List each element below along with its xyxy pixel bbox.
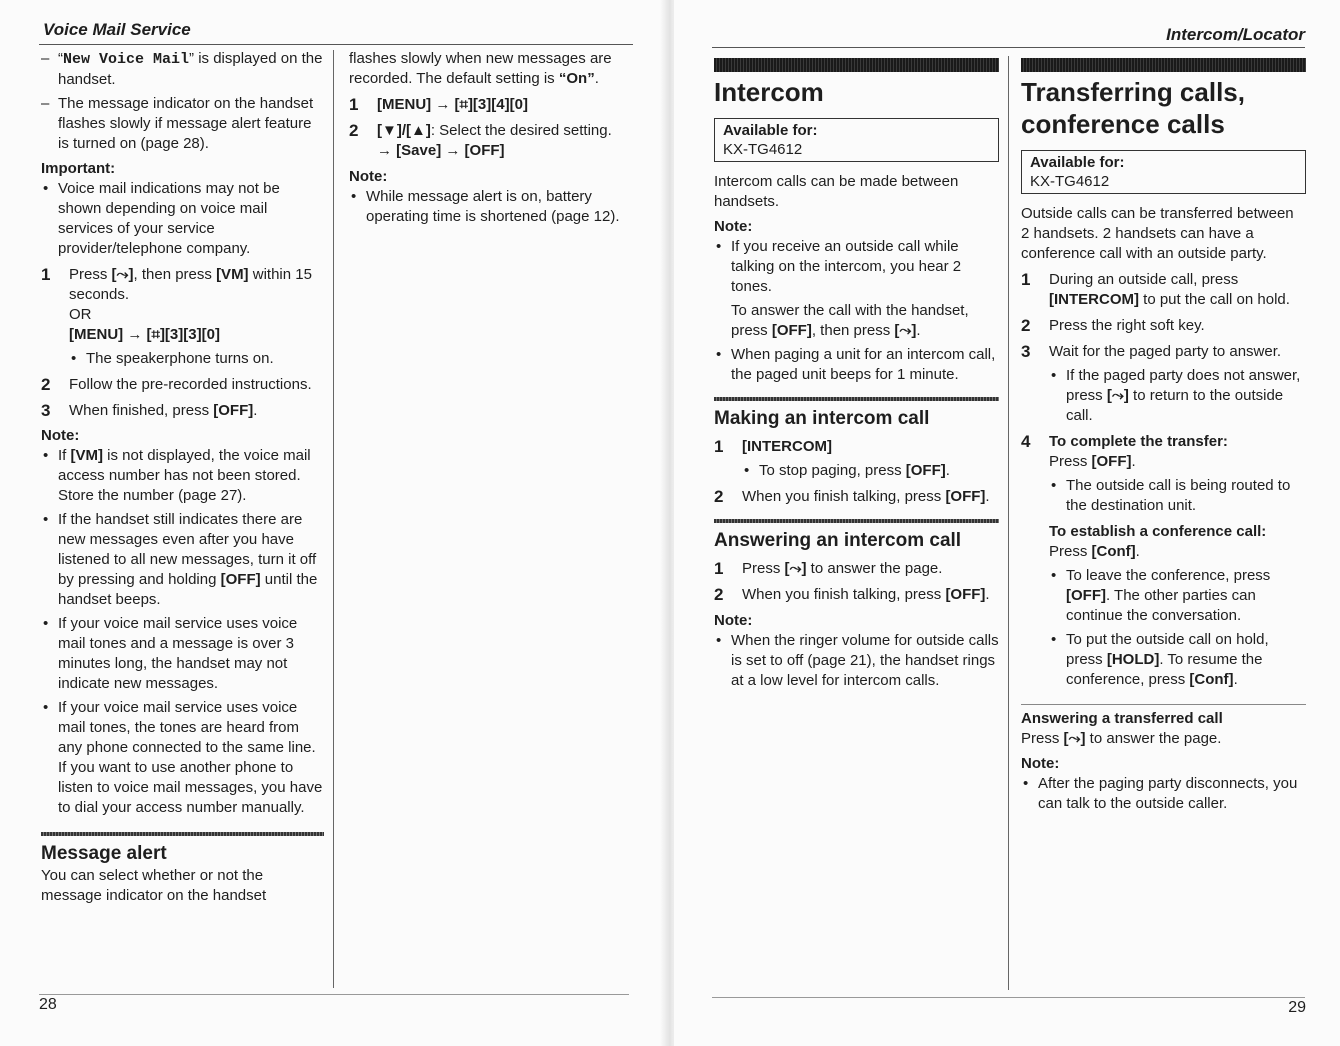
- step-2: 2 Press the right soft key.: [1021, 316, 1205, 335]
- section-title-making-call: Making an intercom call: [714, 408, 930, 429]
- left-column-2: [349, 49, 633, 227]
- step-2: 2 [▼]/[▲]: Select the desired setting. → [Save] → [OFF]: [349, 121, 612, 159]
- availability-box: Available for: KX-TG4612: [714, 118, 999, 162]
- right-column-1: [714, 58, 999, 691]
- column-divider: [333, 50, 334, 988]
- list-item: • After the paging party disconnects, you can talk to the outside caller.: [1021, 774, 1306, 814]
- section-title-answering-call: Answering an intercom call: [714, 530, 962, 551]
- step-2: 2 When you finish talking, press [OFF].: [714, 487, 990, 506]
- important-label: Important:: [41, 160, 116, 177]
- footer-rule: [712, 997, 1305, 998]
- step-1: 1 [MENU] → [⌗][3][4][0]: [349, 95, 528, 114]
- list-item: • If the handset still indicates there are new messages even after you have listened to all new messages, turn it off by pressing and holding [OFF] until the handset beeps.: [41, 510, 324, 610]
- right-page: [674, 0, 1340, 1046]
- list-item: • If your voice mail service uses voice mail tones and a message is over 3 minutes long, the handset may not indicate new messages.: [41, 614, 324, 694]
- step-1: 1 [INTERCOM] • To stop paging, press [OFF].: [714, 437, 999, 481]
- header-rule: [712, 47, 1305, 48]
- list-item: – “New Voice Mail” is displayed on the handset.: [41, 49, 324, 90]
- section-header: Voice Mail Service: [43, 20, 191, 39]
- column-divider: [1008, 56, 1009, 990]
- list-item: • If your voice mail service uses voice mail tones, the tones are heard from any phone connected to the same line. If you want to use another phone to listen to voice mail messages, you have to dial your access number manually.: [41, 698, 324, 818]
- step-4: 4 To complete the transfer: Press [OFF]. • The outside call is being routed to the destination unit. To establish a conference call: Press [Conf]. • To leave the conference, press [OFF]. The other parties can continue the conversation. • To put the outside call on hold, press [HOLD]. To resume the conference, press [Conf].: [1021, 432, 1306, 690]
- step-1: 1 Press [⤳], then press [VM] within 15 seconds. OR [MENU] → [⌗][3][3][0] • The speakerphone turns on.: [41, 265, 324, 369]
- list-item: • If you receive an outside call while talking on the intercom, you hear 2 tones.: [714, 237, 999, 297]
- section-title-transferring: Transferring calls, conference calls: [1021, 77, 1245, 139]
- section-title-message-alert: Message alert: [41, 843, 167, 864]
- note-label: Note:: [349, 168, 388, 185]
- paragraph: Outside calls can be transferred between 2 handsets. 2 handsets can have a conference call with an outside party.: [1021, 205, 1294, 262]
- paragraph: flashes slowly when new messages are recorded. The default setting is “On”.: [349, 50, 612, 87]
- right-column-2: [1021, 58, 1306, 814]
- header-rule: [39, 44, 633, 45]
- section-header: Intercom/Locator: [1166, 25, 1305, 44]
- section-divider: [41, 832, 324, 836]
- section-divider: [1021, 704, 1306, 705]
- step-2: 2 When you finish talking, press [OFF].: [714, 585, 990, 604]
- section-title-intercom: Intercom: [714, 77, 824, 107]
- availability-box: Available for: KX-TG4612: [1021, 150, 1306, 194]
- page-number: 29: [1288, 999, 1306, 1016]
- list-item: • When paging a unit for an intercom call, the paged unit beeps for 1 minute.: [714, 345, 999, 385]
- step-3: 3 Wait for the paged party to answer. • If the paged party does not answer, press [⤳] to return to the outside call.: [1021, 342, 1306, 426]
- title-bar: [714, 58, 999, 72]
- list-item: • When the ringer volume for outside calls is set to off (page 21), the handset rings at a low level for intercom calls.: [714, 631, 999, 691]
- step-1: 1 During an outside call, press [INTERCOM] to put the call on hold.: [1021, 270, 1290, 308]
- step-1: 1 Press [⤳] to answer the page.: [714, 559, 943, 578]
- list-item: – The message indicator on the handset flashes slowly if message alert feature is turned on (page 28).: [41, 94, 324, 154]
- note-label: Note:: [714, 612, 753, 629]
- title-bar: [1021, 58, 1306, 72]
- note-label: Note:: [1021, 755, 1060, 772]
- section-divider: [714, 519, 999, 523]
- list-item: • While message alert is on, battery operating time is shortened (page 12).: [349, 187, 633, 227]
- note-label: Note:: [714, 218, 753, 235]
- list-item: • Voice mail indications may not be shown depending on voice mail services of your service provider/telephone company.: [41, 179, 324, 259]
- paragraph: To answer the call with the handset, press [OFF], then press [⤳].: [731, 302, 969, 339]
- section-divider: [714, 397, 999, 401]
- list-item: • If [VM] is not displayed, the voice mail access number has not been stored. Store the number (page 27).: [41, 446, 324, 506]
- left-page: [0, 0, 666, 1046]
- note-label: Note:: [41, 427, 80, 444]
- step-3: 3 When finished, press [OFF].: [41, 401, 258, 420]
- paragraph: You can select whether or not the message indicator on the handset: [41, 867, 267, 904]
- left-column-1: [41, 49, 324, 906]
- subsection-title: Answering a transferred call: [1021, 710, 1223, 727]
- paragraph: Press [⤳] to answer the page.: [1021, 730, 1222, 747]
- footer-rule: [39, 994, 629, 995]
- step-2: 2 Follow the pre-recorded instructions.: [41, 375, 312, 394]
- paragraph: Intercom calls can be made between handsets.: [714, 173, 959, 210]
- page-number: 28: [39, 996, 57, 1013]
